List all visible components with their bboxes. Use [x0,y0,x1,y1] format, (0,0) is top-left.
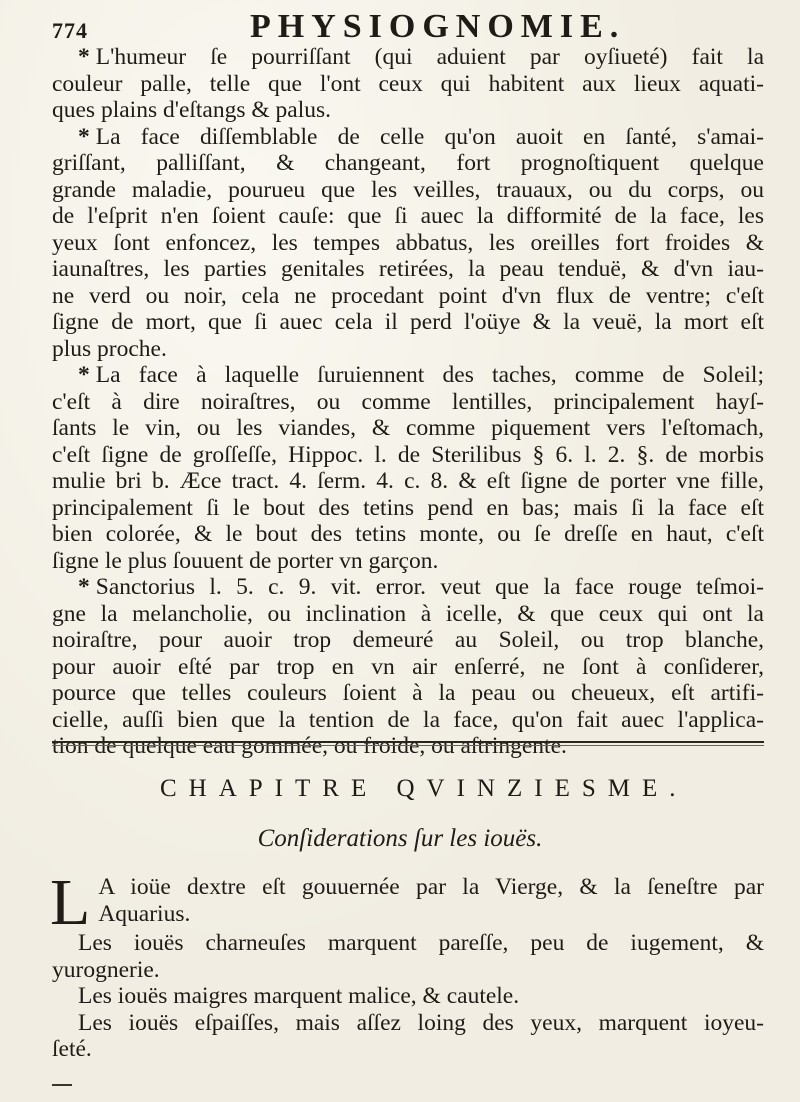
text-line: Aquarius. [98,900,191,927]
text-line: yeux ſont enfoncez, les tempes abbatus, les oreilles fort froides & [52,229,764,256]
text-line: Sanctorius l. 5. c. 9. vit. error. veut que la face rouge teſmoi- [95,574,764,600]
text-line: c'eſt ſigne de groſſeſſe, Hippoc. l. de Sterilibus § 6. l. 2. §. de morbis [52,441,764,468]
drop-cap-letter: L [50,866,91,939]
running-head: PHYSIOGNOMIE. [250,8,626,45]
text-line: La face diſſemblable de celle qu'on auoit en ſanté, s'amai- [95,123,764,150]
text-line: pource que telles couleurs ſoient à la peau ou cheueux, eſt artifi- [52,680,764,706]
asterisk-mark: * [78,362,90,388]
text-line: principalement ſi le bout des tetins pend en bas; mais ſi la face eſt [52,494,764,521]
section-rule-thin [52,745,764,746]
text-line: Les iouës maigres marquent malice, & cautele. [78,983,520,1009]
text-line: ſants le vin, ou les viandes, & comme piquement vers l'eſtomach, [52,415,764,441]
text-line: La face à laquelle ſuruiennent des taches, comme de Soleil; [95,362,764,388]
chapter-subtitle: Conſiderations ſur les iouës. [257,825,543,852]
page-header [52,2,752,45]
paragraph-face-dissemblable [52,124,764,363]
text-line: pour auoir eſté par trop en vn air enſerré, ne ſont à conſiderer, [52,653,764,680]
text-line: cielle, auſſi bien que la tention de la face, qu'on fait auec l'applica- [52,706,764,733]
text-line: A ioüe dextre eſt gouuernée par la Vierge, & la ſeneſtre par [98,874,764,900]
text-line: Les iouës eſpaiſſes, mais aſſez loing des yeux, marquent ioyeu- [78,1009,764,1036]
body-text [52,44,764,760]
asterisk-mark: * [78,123,90,150]
text-line: L'humeur ſe pourriſſant (qui aduient par oyſiueté) fait la [95,44,764,70]
text-line: yurognerie. [52,956,160,983]
text-line: Les iouës charneuſes marquent pareſſe, peu de iugement, & [78,930,764,956]
text-line: tion de quelque eau gommée, ou froide, ou aſtringente. [52,733,567,759]
text-line: griſſant, palliſſant, & changeant, fort prognoſtiquent quelque [52,150,764,176]
text-line: c'eſt à dire noiraſtres, ou comme lentilles, principalement hayſ- [52,388,764,415]
text-line: noiraſtre, pour auoir trop demeuré au Soleil, ou trop blanche, [52,627,764,653]
section-rule [52,741,764,743]
text-line: ſigne le plus ſouuent de porter vn garçon. [52,547,439,574]
text-line: ne verd ou noir, cela ne procedant point d'vn flux de ventre; c'eſt [52,282,764,309]
text-line: grande maladie, pourueu que les veilles, trauaux, ou du corps, ou [52,176,764,203]
text-line: gne la melancholie, ou inclination à icelle, & que ceux qui ont la [52,600,764,627]
asterisk-mark: * [78,574,90,600]
page-number: 774 [52,18,88,43]
paragraph-humeur [52,44,764,124]
text-line: mulie bri b. Æce tract. 4. ſerm. 4. c. 8. & eſt ſigne de porter vne fille, [52,468,764,494]
text-line: couleur palle, telle que l'ont ceux qui habitent aux lieux aquati- [52,70,764,97]
chapter-title: CHAPITRE QVINZIESME. [160,775,688,802]
text-line: bien colorée, & le bout des tetins monte, ou ſe dreſſe en haut, c'eſt [52,521,764,547]
text-line: de l'eſprit n'en ſoient cauſe: que ſi auec la difformité de la face, les [52,203,764,229]
footer-mark [52,1084,72,1086]
paragraph-sanctorius [52,574,764,760]
asterisk-mark: * [78,44,90,70]
chapter-body [50,866,764,1063]
text-line: ques plains d'eſtangs & palus. [52,97,332,123]
text-line: ſeté. [52,1036,92,1062]
text-line: iaunaſtres, les parties genitales retirées, la peau tenduë, & d'vn iau- [52,256,764,282]
text-line: plus proche. [52,335,167,362]
text-line: ſigne de mort, que ſi auec cela il perd l'oüye & la veuë, la mort eſt [52,309,764,335]
paragraph-taches [52,362,764,574]
